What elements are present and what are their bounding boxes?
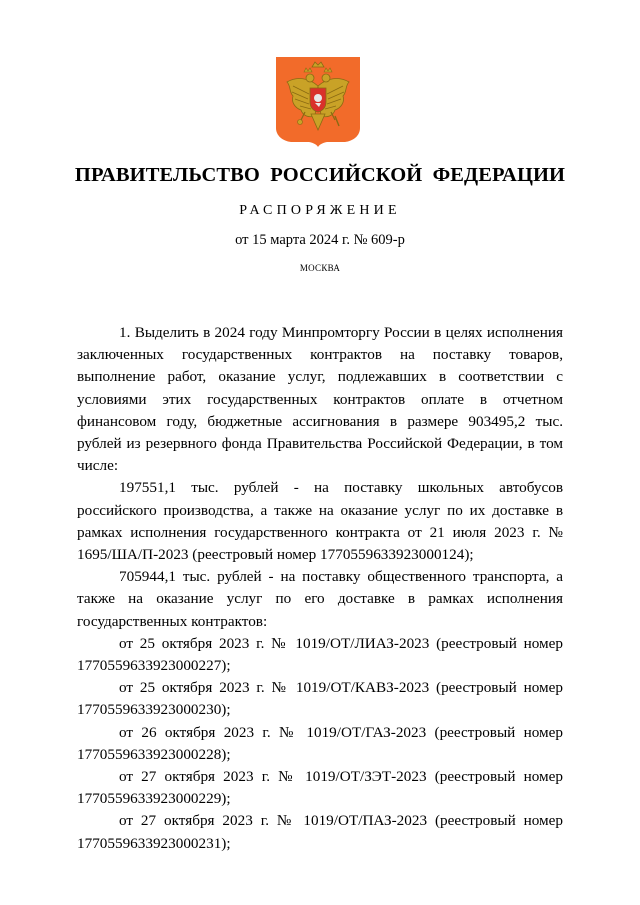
document-type: РАСПОРЯЖЕНИЕ	[239, 203, 401, 218]
coat-of-arms-icon	[275, 56, 361, 148]
paragraph-school-buses: 197551,1 тыс. рублей - на поставку школьных автобусов российского производства, а также на оказание услуг по их доставке в рамках исполнения государственного контракта от 21 июля 2023 г. № 1695/ША/П-2023 (реестровый номер 1770559633923000124);	[77, 479, 563, 564]
contract-item: от 27 октября 2023 г. № 1019/ОТ/ПАЗ-2023 (реестровый номер 1770559633923000231);	[77, 812, 563, 852]
document-date-number: от 15 марта 2024 г. № 609-р	[235, 232, 405, 248]
document-city: МОСКВА	[299, 263, 341, 273]
contract-item: от 25 октября 2023 г. № 1019/ОТ/ЛИАЗ-2023 (реестровый номер 1770559633923000227);	[77, 634, 563, 675]
contract-item: от 27 октября 2023 г. № 1019/ОТ/ЗЭТ-2023 (реестровый номер 1770559633923000229);	[77, 768, 563, 808]
paragraph-1: 1. Выделить в 2024 году Минпромторгу России в целях исполнения заключенных государственных контрактов на поставку товаров, выполнение работ, оказание услуг, подлежавших в соответствии с условиями этих государственных контрактов оплате в отчетном финансовом году, бюджетные ассигнования в размере 903495,2 тыс. рублей из резервного фонда Правительства Российской Федерации, в том числе:	[77, 324, 563, 475]
government-title: ПРАВИТЕЛЬСТВО РОССИЙСКОЙ ФЕДЕРАЦИИ	[74, 164, 566, 186]
contract-item: от 26 октября 2023 г. № 1019/ОТ/ГАЗ-2023 (реестровый номер 1770559633923000228);	[77, 723, 563, 763]
paragraph-public-transport: 705944,1 тыс. рублей - на поставку общественного транспорта, а также на оказание услуг по его доставке в рамках исполнения государственных контрактов:	[77, 568, 563, 630]
contract-item: от 25 октября 2023 г. № 1019/ОТ/КАВЗ-2023 (реестровый номер 1770559633923000230);	[77, 679, 563, 719]
document-body	[77, 322, 563, 855]
